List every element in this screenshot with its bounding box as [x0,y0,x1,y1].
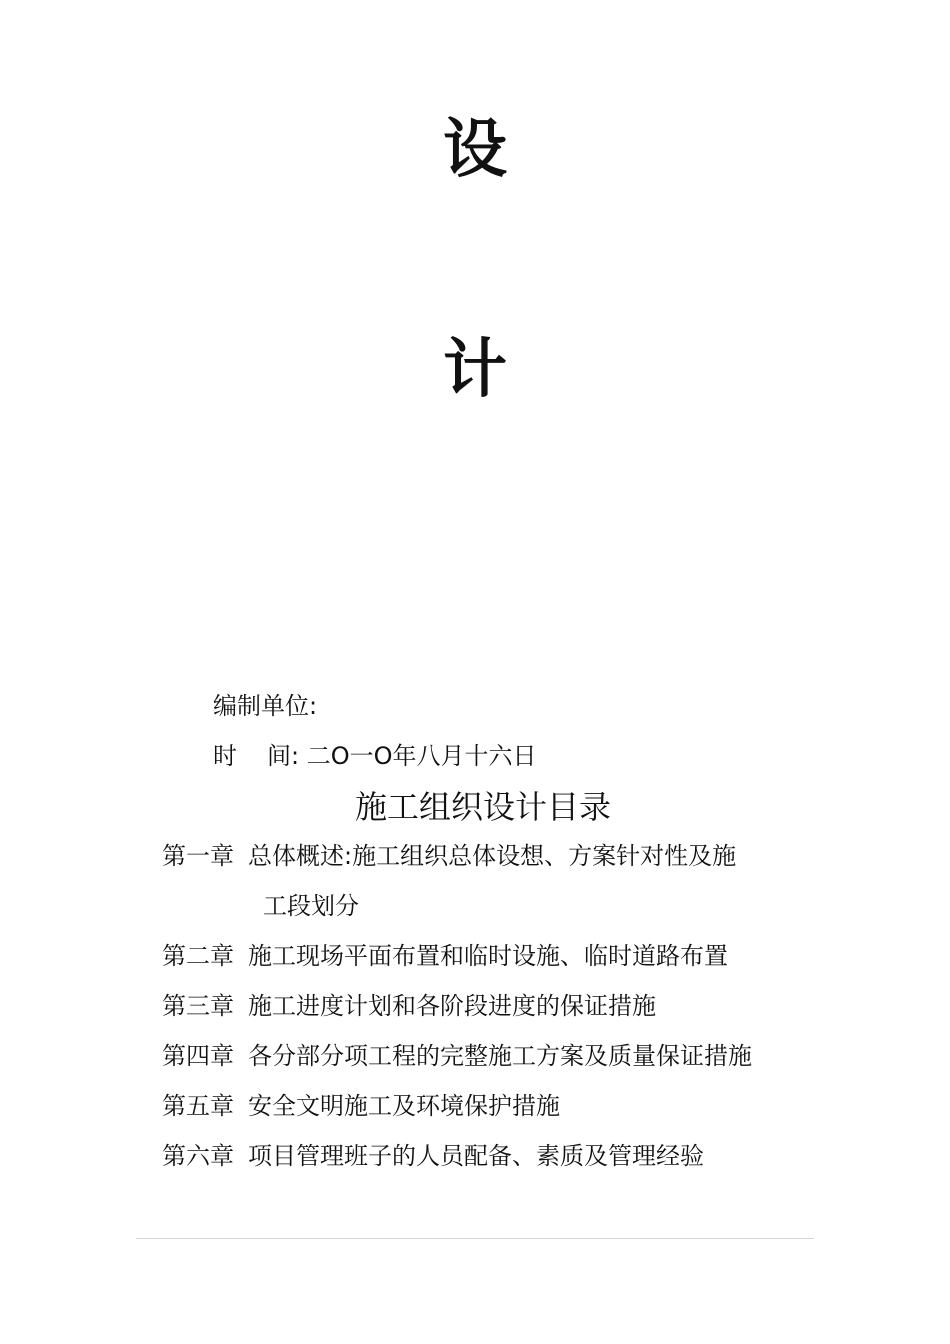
page-divider [136,1238,814,1239]
compiling-unit-line [213,694,317,718]
toc-chapter-title: 项目管理班子的人员配备、素质及管理经验 [248,1142,704,1170]
toc-chapter-title: 总体概述:施工组织总体设想、方案针对性及施 [248,842,737,870]
cover-title-char-2: 计 [443,332,507,407]
date-value: 二O一O年八月十六日 [306,742,537,770]
date-label-part-2: 间: [267,742,300,770]
toc-item [162,944,728,968]
toc-chapter-title: 各分部分项工程的完整施工方案及质量保证措施 [248,1042,752,1070]
toc-chapter-title: 施工进度计划和各阶段进度的保证措施 [248,992,656,1020]
toc-chapter-label: 第二章 [162,942,234,970]
toc-chapter-title: 施工现场平面布置和临时设施、临时道路布置 [248,942,728,970]
toc-item [162,1144,704,1168]
date-label-part-1: 时 [213,742,237,770]
toc-chapter-title: 安全文明施工及环境保护措施 [248,1092,560,1120]
toc-item [162,1044,752,1068]
compiling-unit-label: 编制单位: [213,692,318,720]
toc-item [162,844,736,868]
toc-chapter-title-continuation: 工段划分 [263,892,359,920]
date-line [213,744,537,768]
toc-chapter-label: 第三章 [162,992,234,1020]
toc-item [162,1094,560,1118]
toc-chapter-label: 第四章 [162,1042,234,1070]
toc-chapter-label: 第六章 [162,1142,234,1170]
toc-chapter-label: 第一章 [162,842,234,870]
toc-chapter-label: 第五章 [162,1092,234,1120]
toc-title: 施工组织设计目录 [354,788,611,826]
toc-item [162,994,656,1018]
cover-title-char-1: 设 [443,112,507,187]
